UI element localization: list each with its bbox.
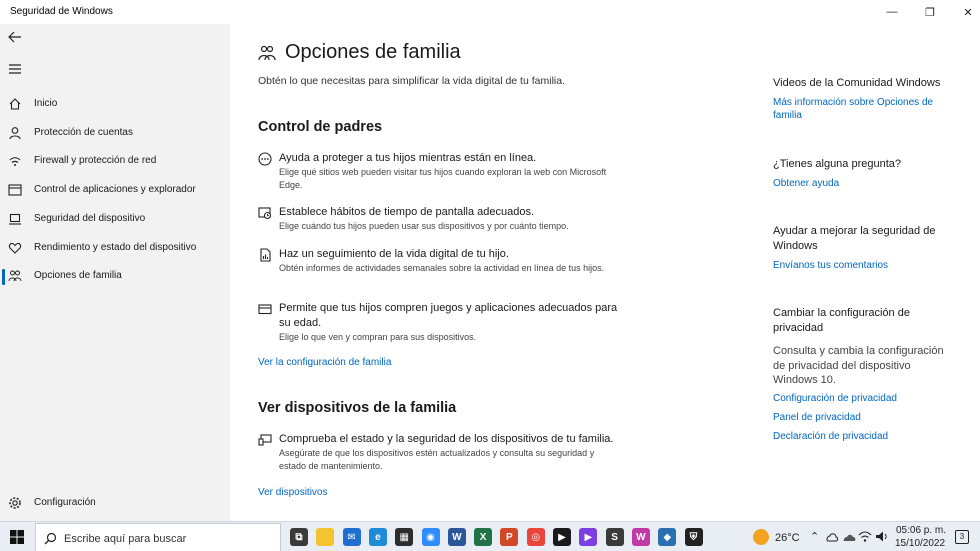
feature-description: Asegúrate de que los dispositivos estén actualizados y consulta su seguridad y estado de mantenimiento. — [279, 448, 595, 471]
view-devices-link[interactable]: Ver dispositivos — [258, 487, 328, 498]
main-content — [230, 24, 750, 521]
app-browser-icon — [8, 183, 22, 197]
sidebar-item-label: Firewall y protección de red — [34, 155, 157, 166]
improve-heading: Ayudar a mejorar la seguridad de Windows — [773, 225, 936, 252]
family-devices-heading: Ver dispositivos de la familia — [258, 400, 457, 416]
privacy-statement-link[interactable]: Declaración de privacidad — [773, 431, 889, 442]
taskbar-search-box[interactable] — [35, 523, 281, 551]
sidebar-item-rendimiento[interactable] — [0, 235, 230, 261]
family-icon — [8, 269, 22, 283]
edge-icon[interactable]: e — [369, 528, 387, 546]
browsing-icon — [258, 152, 272, 166]
privacy-settings-link[interactable]: Configuración de privacidad — [773, 393, 897, 404]
minimize-button[interactable]: — — [886, 6, 898, 18]
screen-time-icon — [258, 206, 272, 220]
gear-icon — [8, 496, 22, 510]
app-blue-icon[interactable]: ◆ — [658, 528, 676, 546]
word-icon[interactable]: W — [448, 528, 466, 546]
winrar-app-icon[interactable]: W — [632, 528, 650, 546]
sidebar-item-inicio[interactable] — [0, 91, 230, 117]
sidebar-item-opciones-familia[interactable] — [0, 263, 230, 289]
privacy-text: Consulta y cambia la configuración de privacidad del dispositivo Windows 10. — [773, 345, 944, 386]
privacy-heading: Cambiar la configuración de privacidad — [773, 307, 910, 334]
volume-icon[interactable] — [875, 530, 889, 543]
taskbar — [0, 521, 980, 551]
feature-description: Elige qué sitios web pueden visitar tus hijos cuando exploran la web con Microsoft Edge. — [279, 167, 607, 190]
family-settings-link[interactable]: Ver la configuración de familia — [258, 357, 392, 368]
sidebar-item-configuracion[interactable] — [0, 490, 230, 516]
clock-date[interactable]: 15/10/2022 — [895, 538, 946, 549]
laptop-icon — [8, 212, 22, 226]
get-help-link[interactable]: Obtener ayuda — [773, 178, 840, 189]
home-icon — [8, 97, 22, 111]
windows-start-icon[interactable] — [10, 530, 24, 544]
mail-icon[interactable]: ✉ — [343, 528, 361, 546]
feedback-link[interactable]: Envíanos tus comentarios — [773, 260, 889, 271]
task-view-icon[interactable]: ⧉ — [290, 528, 308, 546]
sidebar-item-seguridad-dispositivo[interactable] — [0, 206, 230, 232]
close-button[interactable]: ✕ — [963, 6, 973, 19]
feature-heading: Establece hábitos de tiempo de pantalla adecuados. — [279, 206, 535, 218]
chevron-up-icon[interactable]: ⌃ — [810, 531, 820, 543]
weather-icon[interactable] — [753, 529, 769, 545]
sidebar-item-proteccion-cuentas[interactable] — [0, 120, 230, 146]
sidebar-item-control-aplicaciones[interactable] — [0, 177, 230, 203]
sidebar-item-label: Control de aplicaciones y explorador — [34, 184, 196, 195]
feature-description: Elige cuándo tus hijos pueden usar sus dispositivos y por cuánto tiempo. — [279, 221, 569, 231]
privacy-dashboard-link[interactable]: Panel de privacidad — [773, 412, 861, 423]
sublime-icon[interactable]: S — [606, 528, 624, 546]
title-bar — [0, 0, 980, 24]
sidebar-item-label: Rendimiento y estado del dispositivo — [34, 242, 197, 253]
feature-description: Obtén informes de actividades semanales sobre la actividad en línea de tus hijos. — [279, 263, 605, 273]
search-icon — [44, 532, 57, 545]
search-placeholder: Escribe aquí para buscar — [64, 533, 187, 545]
zoom-icon[interactable]: ◉ — [422, 528, 440, 546]
cloud-icon[interactable] — [825, 531, 839, 543]
devices-icon — [258, 433, 272, 447]
videos-heading: Videos de la Comunidad Windows — [773, 77, 941, 89]
powerpoint-icon[interactable]: P — [500, 528, 518, 546]
feature-description: Elige lo que ven y compran para sus dispositivos. — [279, 332, 477, 342]
security-icon[interactable]: ⛨ — [685, 528, 703, 546]
family-info-link[interactable]: Más información sobre Opciones de familia — [773, 97, 934, 121]
question-heading: ¿Tienes alguna pregunta? — [773, 158, 902, 170]
sidebar-item-label: Configuración — [34, 497, 96, 508]
back-arrow-icon[interactable] — [6, 28, 24, 46]
temperature[interactable]: 26°C — [775, 532, 800, 544]
onedrive-icon[interactable] — [842, 531, 856, 543]
person-icon — [8, 126, 22, 140]
chrome-icon[interactable]: ◎ — [527, 528, 545, 546]
feature-heading: Ayuda a proteger a tus hijos mientras están en línea. — [279, 152, 537, 164]
sidebar-item-label: Seguridad del dispositivo — [34, 213, 146, 224]
credit-card-icon — [258, 302, 272, 316]
parental-control-heading: Control de padres — [258, 119, 383, 135]
feature-heading: Comprueba el estado y la seguridad de los dispositivos de tu familia. — [279, 433, 614, 445]
sidebar-item-label: Opciones de familia — [34, 270, 122, 281]
sidebar — [0, 24, 230, 521]
wifi-icon — [8, 154, 22, 168]
ms-store-icon[interactable]: ▦ — [395, 528, 413, 546]
excel-icon[interactable]: X — [474, 528, 492, 546]
menu-icon[interactable] — [8, 64, 22, 74]
media-app-icon[interactable]: ▶ — [553, 528, 571, 546]
report-icon — [258, 248, 272, 262]
video-app-icon[interactable]: ▶ — [579, 528, 597, 546]
restore-button[interactable]: ❐ — [925, 6, 935, 19]
page-title: Opciones de familia — [285, 41, 461, 63]
window-title: Seguridad de Windows — [10, 6, 113, 17]
heart-icon — [8, 241, 22, 255]
notification-badge[interactable]: 3 — [955, 530, 969, 544]
feature-heading: Permite que tus hijos compren juegos y aplicaciones adecuados para su edad. — [279, 302, 618, 329]
clock-time[interactable]: 05:06 p. m. — [896, 525, 947, 536]
sidebar-item-firewall[interactable] — [0, 148, 230, 174]
wifi-icon[interactable] — [858, 530, 872, 543]
page-subtitle: Obtén lo que necesitas para simplificar la vida digital de tu familia. — [258, 75, 565, 87]
family-icon — [258, 44, 276, 62]
sidebar-item-label: Inicio — [34, 98, 58, 109]
file-explorer-icon[interactable] — [316, 528, 334, 546]
sidebar-item-label: Protección de cuentas — [34, 127, 133, 138]
feature-heading: Haz un seguimiento de la vida digital de tu hijo. — [279, 248, 509, 260]
